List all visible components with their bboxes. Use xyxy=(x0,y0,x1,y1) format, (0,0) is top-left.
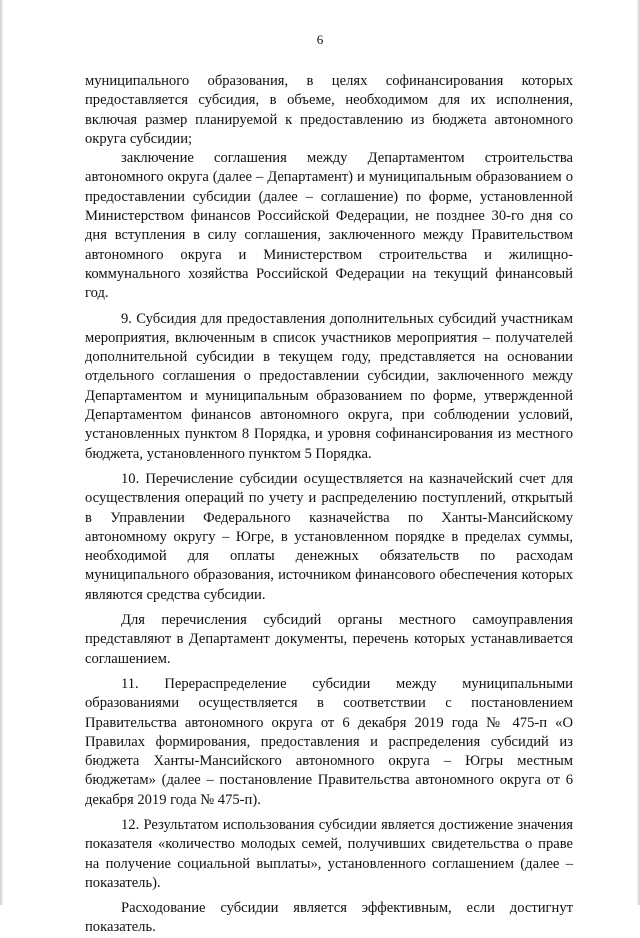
scan-edge-left xyxy=(0,0,3,905)
paragraph-item-11: 11. Перераспределение субсидии между муниципальными образованиями осуществляется в соответствии с постановлением Правительства автономного округа от 6 декабря 2019 года № 475-п «О Правилах формирования, предоставления и распределения субсидий из бюджета Ханты-Мансийского автономного округа – Югры местным бюджетам» (далее – постановление Правительства автономного округа от 6 декабря 2019 года № 475-п). xyxy=(85,675,573,808)
document-body xyxy=(85,72,573,938)
paragraph-effectiveness: Расходование субсидии является эффективным, если достигнут показатель. xyxy=(85,900,573,936)
page-number: 6 xyxy=(316,32,324,47)
paragraph-agreement-conclusion: заключение соглашения между Департаментом строительства автономного округа (далее – Департамент) и муниципальным образованием о предоставлении субсидии (далее – соглашение) по форме, установленной Министерством финансов Российской Федерации, не позднее 30-го дня со дня вступления в силу соглашения, заключенного между Правительством автономного округа и Министерством строительства и жилищно-коммунального хозяйства Российской Федерации на текущий финансовый год. xyxy=(85,150,573,302)
paragraph-continuation: муниципального образования, в целях софинансирования которых предоставляется субсидия, в объеме, необходимом для их исполнения, включая размер планируемой к предоставлению из бюджета автономного округа субсидии; xyxy=(85,73,573,147)
paragraph-item-12: 12. Результатом использования субсидии является достижение значения показателя «количество молодых семей, получивших свидетельства о праве на получение социальной выплаты», установленного соглашением (далее – показатель). xyxy=(85,816,573,891)
paragraph-item-10: 10. Перечисление субсидии осуществляется на казначейский счет для осуществления операций по учету и распределению поступлений, открытый в Управлении Федерального казначейства по Ханты-Мансийскому автономному округу – Югре, в установленном порядке в пределах суммы, необходимой для оплаты денежных обязательств по расходам муниципального образования, источником финансового обеспечения которых являются средства субсидии. xyxy=(85,470,573,603)
paragraph-transfer-documents: Для перечисления субсидий органы местного самоуправления представляют в Департамент документы, перечень которых устанавливается соглашением. xyxy=(85,612,573,667)
paragraph-item-9: 9. Субсидия для предоставления дополнительных субсидий участникам мероприятия, включенным в список участников мероприятия – получателей дополнительной субсидии в текущем году, представляется на основании отдельного соглашения о предоставлении субсидии, заключенного между Департаментом и муниципальным образованием по форме, утвержденной Департаментом финансов автономного округа, при соблюдении условий, установленных пунктом 8 Порядка, и уровня софинансирования из местного бюджета, установленного пунктом 5 Порядка. xyxy=(85,310,573,462)
